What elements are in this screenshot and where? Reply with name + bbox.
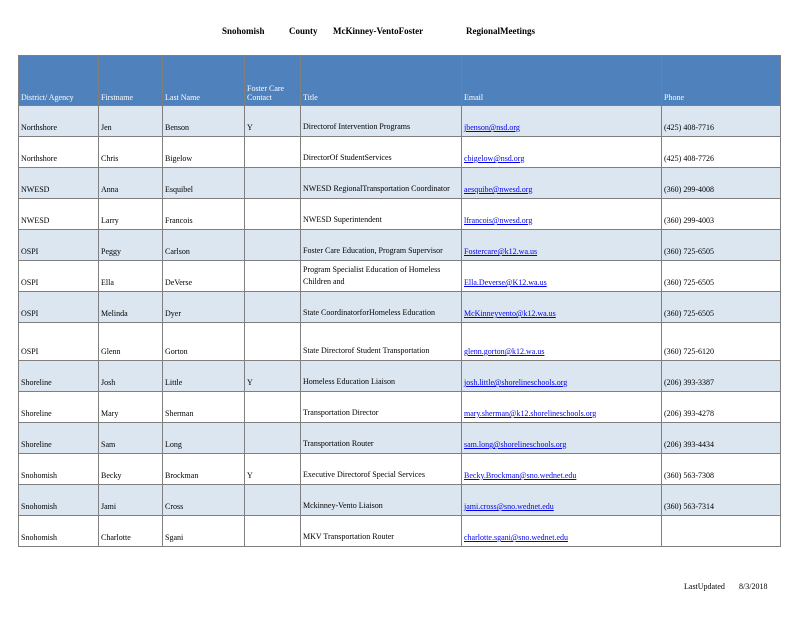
- cell-phone: (360) 299-4003: [662, 199, 781, 230]
- column-header-lastname: Last Name: [163, 56, 245, 106]
- cell-title: Program Specialist Education of Homeless Children and: [301, 261, 462, 292]
- cell-title: Directorof Intervention Programs: [301, 106, 462, 137]
- cell-title: Transportation Router: [301, 423, 462, 454]
- cell-phone: (206) 393-3387: [662, 361, 781, 392]
- contacts-table: [18, 55, 781, 547]
- table-row: [19, 199, 781, 230]
- email-link[interactable]: josh.little@shorelineschools.org: [464, 378, 568, 387]
- cell-email: [462, 106, 662, 137]
- cell-foster-care: [245, 292, 301, 323]
- table-row: [19, 454, 781, 485]
- cell-lastname: Bigelow: [163, 137, 245, 168]
- cell-lastname: Cross: [163, 485, 245, 516]
- cell-phone: (425) 408-7726: [662, 137, 781, 168]
- table-row: [19, 423, 781, 454]
- cell-lastname: Brockman: [163, 454, 245, 485]
- cell-lastname: Esquibel: [163, 168, 245, 199]
- cell-email: [462, 361, 662, 392]
- cell-district: Snohomish: [19, 454, 99, 485]
- cell-foster-care: Y: [245, 361, 301, 392]
- cell-district: Snohomish: [19, 516, 99, 547]
- cell-firstname: Becky: [99, 454, 163, 485]
- cell-lastname: Long: [163, 423, 245, 454]
- cell-email: [462, 137, 662, 168]
- table-row: [19, 106, 781, 137]
- cell-district: Shoreline: [19, 361, 99, 392]
- cell-district: OSPI: [19, 292, 99, 323]
- cell-email: [462, 392, 662, 423]
- cell-foster-care: [245, 516, 301, 547]
- cell-district: NWESD: [19, 199, 99, 230]
- cell-district: NWESD: [19, 168, 99, 199]
- email-link[interactable]: Becky.Brockman@sno.wednet.edu: [464, 471, 577, 480]
- cell-firstname: Larry: [99, 199, 163, 230]
- cell-district: OSPI: [19, 261, 99, 292]
- cell-firstname: Mary: [99, 392, 163, 423]
- table-row: [19, 392, 781, 423]
- cell-email: [462, 230, 662, 261]
- cell-phone: [662, 516, 781, 547]
- cell-title: DirectorOf StudentServices: [301, 137, 462, 168]
- last-updated-date: 8/3/2018: [739, 582, 768, 591]
- cell-phone: (425) 408-7716: [662, 106, 781, 137]
- column-header-phone: Phone: [662, 56, 781, 106]
- email-link[interactable]: jami.cross@sno.wednet.edu: [464, 502, 554, 511]
- cell-firstname: Chris: [99, 137, 163, 168]
- cell-lastname: Carlson: [163, 230, 245, 261]
- cell-phone: (360) 725-6505: [662, 230, 781, 261]
- cell-phone: (206) 393-4278: [662, 392, 781, 423]
- cell-firstname: Peggy: [99, 230, 163, 261]
- table-row: [19, 137, 781, 168]
- cell-email: [462, 199, 662, 230]
- column-header-district: District/ Agency: [19, 56, 99, 106]
- cell-email: [462, 423, 662, 454]
- cell-firstname: Melinda: [99, 292, 163, 323]
- table-row: [19, 292, 781, 323]
- email-link[interactable]: Ella.Deverse@K12.wa.us: [464, 278, 547, 287]
- cell-lastname: Benson: [163, 106, 245, 137]
- cell-firstname: Glenn: [99, 323, 163, 361]
- cell-lastname: Sherman: [163, 392, 245, 423]
- cell-foster-care: [245, 168, 301, 199]
- cell-title: Homeless Education Liaison: [301, 361, 462, 392]
- cell-email: [462, 261, 662, 292]
- cell-foster-care: [245, 261, 301, 292]
- table-header-row: [19, 56, 781, 106]
- cell-title: State Directorof Student Transportation: [301, 323, 462, 361]
- cell-lastname: Francois: [163, 199, 245, 230]
- email-link[interactable]: glenn.gorton@k12.wa.us: [464, 347, 545, 356]
- table-row: [19, 361, 781, 392]
- cell-email: [462, 323, 662, 361]
- cell-foster-care: [245, 423, 301, 454]
- column-header-foster-care: Foster Care Contact: [245, 56, 301, 106]
- title-part: Snohomish: [222, 26, 265, 36]
- cell-email: [462, 454, 662, 485]
- cell-title: Executive Directorof Special Services: [301, 454, 462, 485]
- email-link[interactable]: charlotte.sgani@sno.wednet.edu: [464, 533, 569, 542]
- cell-district: OSPI: [19, 230, 99, 261]
- cell-district: Snohomish: [19, 485, 99, 516]
- table-row: [19, 261, 781, 292]
- cell-foster-care: [245, 199, 301, 230]
- cell-firstname: Jami: [99, 485, 163, 516]
- email-link[interactable]: Fostercare@k12.wa.us: [464, 247, 538, 256]
- cell-phone: (360) 725-6505: [662, 261, 781, 292]
- cell-lastname: DeVerse: [163, 261, 245, 292]
- table-row: [19, 323, 781, 361]
- table-row: [19, 168, 781, 199]
- cell-phone: (360) 299-4008: [662, 168, 781, 199]
- last-updated-label: LastUpdated: [684, 582, 725, 591]
- cell-title: Transportation Director: [301, 392, 462, 423]
- cell-title: NWESD RegionalTransportation Coordinator: [301, 168, 462, 199]
- cell-lastname: Little: [163, 361, 245, 392]
- cell-email: [462, 485, 662, 516]
- column-header-email: Email: [462, 56, 662, 106]
- cell-district: Northshore: [19, 106, 99, 137]
- cell-lastname: Gorton: [163, 323, 245, 361]
- table-row: [19, 230, 781, 261]
- cell-district: Northshore: [19, 137, 99, 168]
- email-link[interactable]: McKinneyvento@k12.wa.us: [464, 309, 556, 318]
- column-header-firstname: Firstname: [99, 56, 163, 106]
- email-link[interactable]: jbenson@nsd.org: [464, 123, 520, 132]
- cell-title: State CoordinatorforHomeless Education: [301, 292, 462, 323]
- cell-firstname: Charlotte: [99, 516, 163, 547]
- cell-phone: (360) 563-7308: [662, 454, 781, 485]
- cell-foster-care: [245, 392, 301, 423]
- email-link[interactable]: cbigelow@nsd.org: [464, 154, 525, 163]
- cell-phone: (360) 563-7314: [662, 485, 781, 516]
- cell-phone: (360) 725-6120: [662, 323, 781, 361]
- cell-title: Foster Care Education, Program Supervisor: [301, 230, 462, 261]
- cell-title: MKV Transportation Router: [301, 516, 462, 547]
- cell-title: Mckinney-Vento Liaison: [301, 485, 462, 516]
- document-title: [0, 26, 800, 40]
- cell-foster-care: [245, 137, 301, 168]
- table-row: [19, 485, 781, 516]
- email-link[interactable]: aesquibe@nwesd.org: [464, 185, 533, 194]
- title-part: McKinney-VentoFoster: [333, 26, 424, 36]
- cell-firstname: Josh: [99, 361, 163, 392]
- cell-firstname: Sam: [99, 423, 163, 454]
- table-row: [19, 516, 781, 547]
- cell-email: [462, 168, 662, 199]
- cell-title: NWESD Superintendent: [301, 199, 462, 230]
- cell-phone: (360) 725-6505: [662, 292, 781, 323]
- cell-email: [462, 292, 662, 323]
- cell-lastname: Dyer: [163, 292, 245, 323]
- email-link[interactable]: sam.long@shorelineschools.org: [464, 440, 567, 449]
- cell-foster-care: [245, 323, 301, 361]
- cell-lastname: Sgani: [163, 516, 245, 547]
- cell-firstname: Ella: [99, 261, 163, 292]
- cell-foster-care: Y: [245, 454, 301, 485]
- cell-email: [462, 516, 662, 547]
- cell-phone: (206) 393-4434: [662, 423, 781, 454]
- cell-foster-care: Y: [245, 106, 301, 137]
- cell-foster-care: [245, 230, 301, 261]
- title-part: County: [289, 26, 318, 36]
- cell-firstname: Jen: [99, 106, 163, 137]
- cell-firstname: Anna: [99, 168, 163, 199]
- cell-district: Shoreline: [19, 423, 99, 454]
- email-link[interactable]: lfrancois@nwesd.org: [464, 216, 533, 225]
- cell-district: OSPI: [19, 323, 99, 361]
- email-link[interactable]: mary.sherman@k12.shorelineschools.org: [464, 409, 597, 418]
- title-part: RegionalMeetings: [466, 26, 535, 36]
- cell-foster-care: [245, 485, 301, 516]
- cell-district: Shoreline: [19, 392, 99, 423]
- column-header-title: Title: [301, 56, 462, 106]
